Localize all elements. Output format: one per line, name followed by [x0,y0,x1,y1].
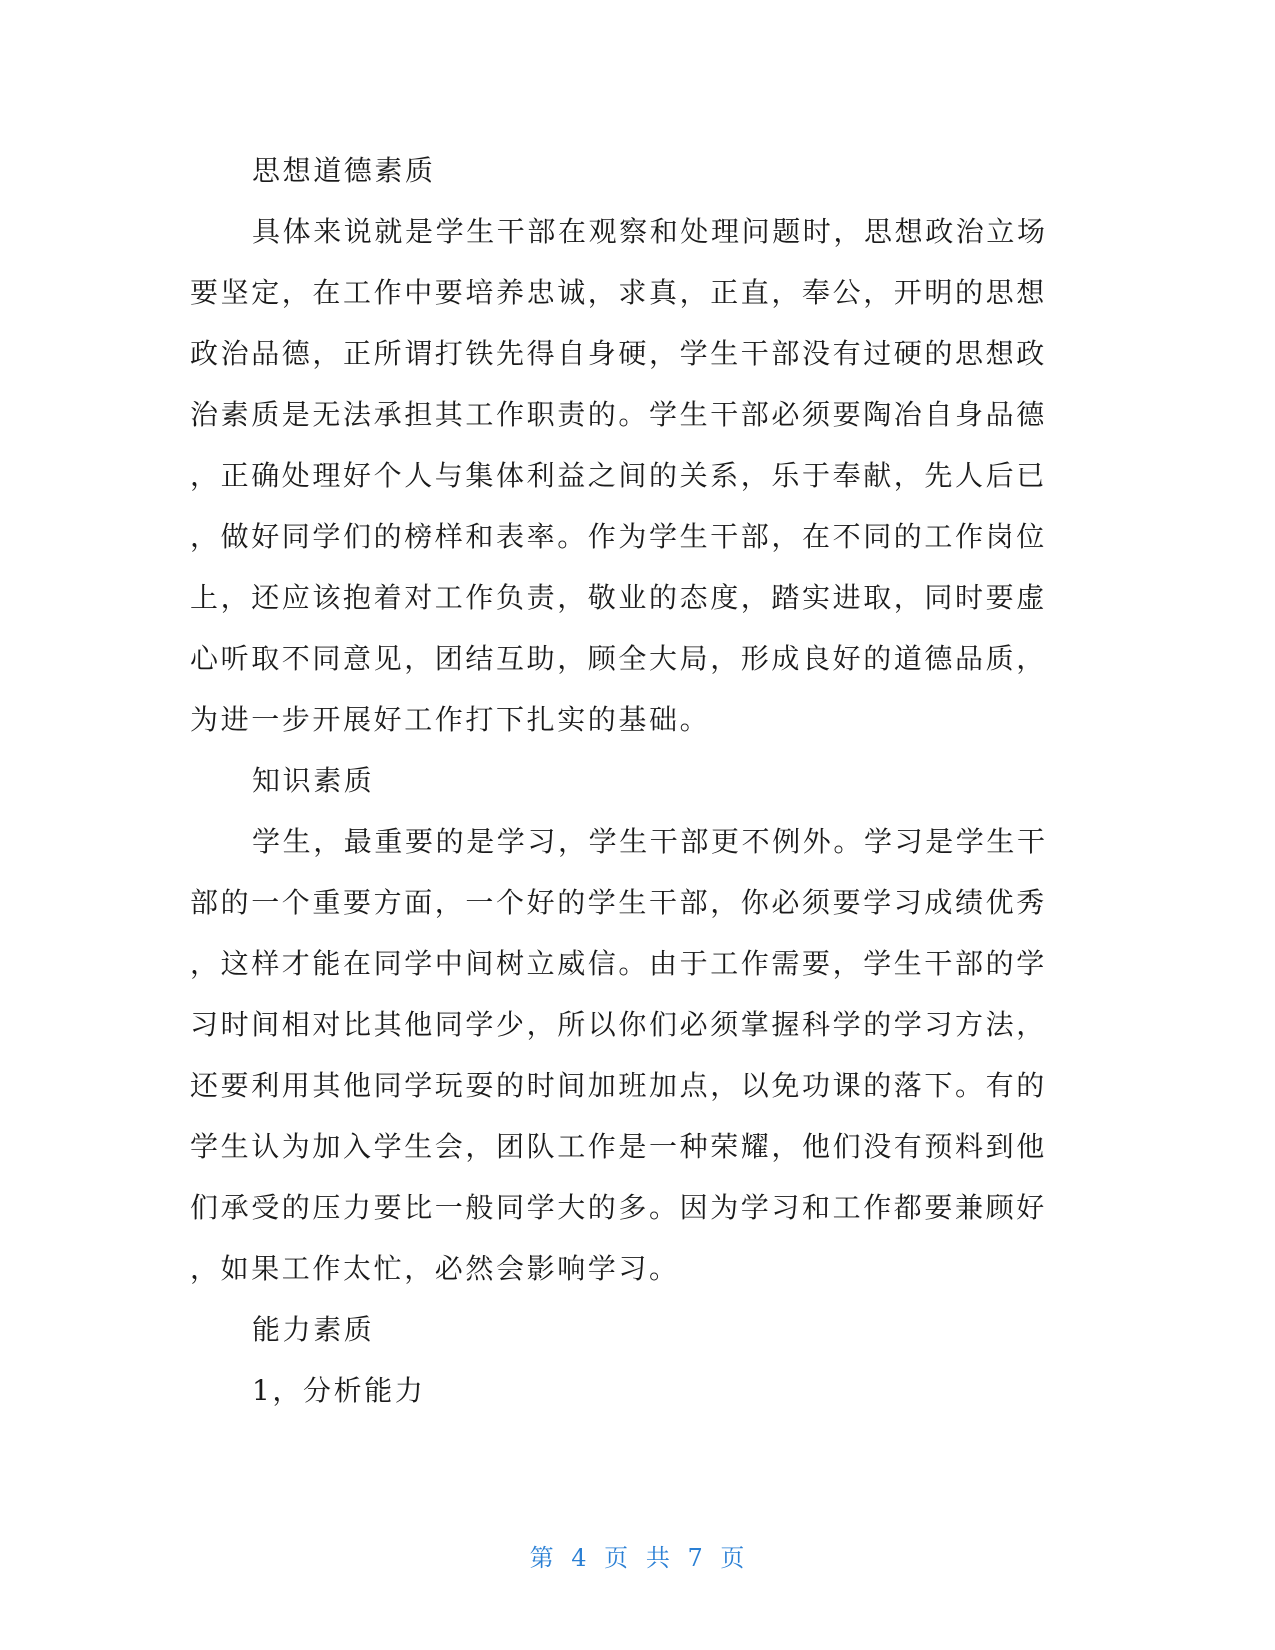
paragraph-line: 学生，最重要的是学习，学生干部更不例外。学习是学生干 [252,825,1048,858]
paragraph-line: 学生认为加入学生会，团队工作是一种荣耀，他们没有预料到他 [190,1130,1047,1163]
paragraph-line: ，这样才能在同学中间树立威信。由于工作需要，学生干部的学 [190,947,1047,980]
paragraph-line: 还要利用其他同学玩耍的时间加班加点，以免功课的落下。有的 [190,1069,1047,1102]
paragraph-line: ，如果工作太忙，必然会影响学习。 [190,1252,680,1285]
paragraph-line: ，做好同学们的榜样和表率。作为学生干部，在不同的工作岗位 [190,520,1047,553]
list-item-analysis: 1，分析能力 [252,1374,426,1407]
paragraph-line: 上，还应该抱着对工作负责，敬业的态度，踏实进取，同时要虚 [190,581,1047,614]
paragraph-line: 政治品德，正所谓打铁先得自身硬，学生干部没有过硬的思想政 [190,337,1047,370]
paragraph-line: 要坚定，在工作中要培养忠诚，求真，正直，奉公，开明的思想 [190,276,1047,309]
footer-prefix: 第 [529,1544,555,1572]
paragraph-line: 为进一步开展好工作打下扎实的基础。 [190,703,711,736]
paragraph-line: 们承受的压力要比一般同学大的多。因为学习和工作都要兼顾好 [190,1191,1047,1224]
paragraph-line: 部的一个重要方面，一个好的学生干部，你必须要学习成绩优秀 [190,886,1047,919]
footer-page-label: 页 [604,1544,630,1572]
paragraph-line: ，正确处理好个人与集体利益之间的关系，乐于奉献，先人后已 [190,459,1047,492]
document-body [190,140,1060,1421]
section-heading-ability: 能力素质 [252,1313,375,1346]
section-heading-knowledge: 知识素质 [252,764,375,797]
footer-suffix: 页 [720,1544,746,1572]
paragraph-line: 治素质是无法承担其工作职责的。学生干部必须要陶冶自身品德 [190,398,1047,431]
page-footer [0,1538,1275,1573]
paragraph-line: 具体来说就是学生干部在观察和处理问题时，思想政治立场 [252,215,1048,248]
paragraph-line: 习时间相对比其他同学少，所以你们必须掌握科学的学习方法， [190,1008,1047,1041]
total-page-number: 7 [687,1544,704,1572]
paragraph-line: 心听取不同意见，团结互助，顾全大局，形成良好的道德品质， [190,642,1047,675]
current-page-number: 4 [571,1544,588,1572]
section-heading-moral: 思想道德素质 [252,154,436,187]
footer-total-label: 共 [645,1544,671,1572]
